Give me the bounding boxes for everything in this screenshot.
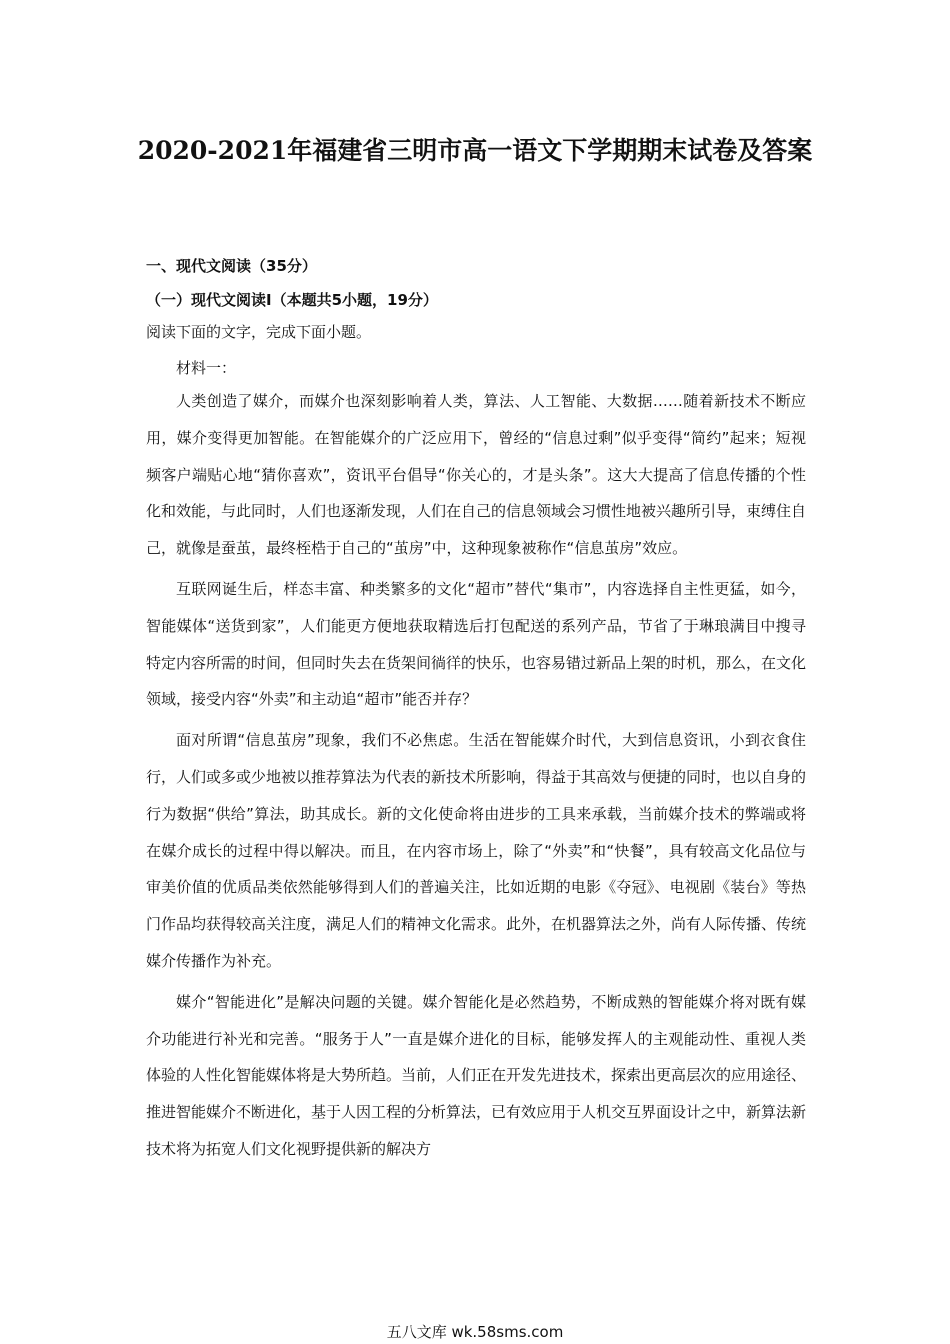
document-title: 2020-2021年福建省三明市高一语文下学期期末试卷及答案 (137, 136, 813, 165)
paragraph-2: 互联网诞生后，样态丰富、种类繁多的文化“超市”替代“集市”，内容选择自主性更猛，如今，智能媒体“送货到家”，人们能更方便地获取精选后打包配送的系列产品，节省了于琳琅满目中搜寻特定内容所需的时间，但同时失去在货架间徜徉的快乐，也容易错过新品上架的时机，那么，在文化领域，接受内容“外卖”和主动追“超市”能否并存？ (146, 579, 807, 709)
paragraph-4: 媒介“智能进化”是解决问题的关键。媒介智能化是必然趋势，不断成熟的智能媒介将对既有媒介功能进行补光和完善。“服务于人”一直是媒介进化的目标，能够发挥人的主观能动性、重视人类体验的人性化智能媒体将是大势所趋。当前，人们正在开发先进技术，探索出更高层次的应用途径、推进智能媒介不断进化，基于人因工程的分析算法，已有效应用于人机交互界面设计之中，新算法新技术将为拓宽人们文化视野提供新的解决方 (146, 992, 807, 1158)
page-footer: 五八文库 wk.58sms.com (386, 1323, 564, 1341)
material-label: 材料一： (176, 359, 237, 377)
section-heading: 一、现代文阅读（35分） (146, 257, 317, 275)
paragraph-3: 面对所谓“信息茧房”现象，我们不必焦虑。生活在智能媒介时代，大到信息资讯，小到衣食住行，人们或多或少地被以推荐算法为代表的新技术所影响，得益于其高效与便捷的同时，也以自身的行为数据“供给”算法，助其成长。新的文化使命将由进步的工具来承载，当前媒介技术的弊端或将在媒介成长的过程中得以解决。而且，在内容市场上，除了“外卖”和“快餐”，具有较高文化品位与审美价值的优质品类依然能够得到人们的普遍关注，比如近期的电影《夺冠》、电视剧《装台》等热门作品均获得较高关注度，满足人们的精神文化需求。此外，在机器算法之外，尚有人际传播、传统媒介传播作为补充。 (146, 731, 807, 970)
paragraph-1: 人类创造了媒介，而媒介也深刻影响着人类，算法、人工智能、大数据……随着新技术不断应用，媒介变得更加智能。在智能媒介的广泛应用下，曾经的“信息过剩”似乎变得“简约”起来；短视频客户端贴心地“猜你喜欢”，资讯平台倡导“你关心的，才是头条”。这大大提高了信息传播的个性化和效能，与此同时，人们也逐渐发现，人们在自己的信息领域会习惯性地被兴趣所引导，束缚住自己，就像是蚕茧，最终桎梏于自己的“茧房”中，这种现象被称作“信息茧房”效应。 (146, 392, 807, 558)
instruction-text: 阅读下面的文字，完成下面小题。 (146, 323, 372, 341)
sub-heading: （一）现代文阅读Ⅰ（本题共5小题，19分） (146, 291, 438, 309)
document-body (146, 255, 806, 1168)
